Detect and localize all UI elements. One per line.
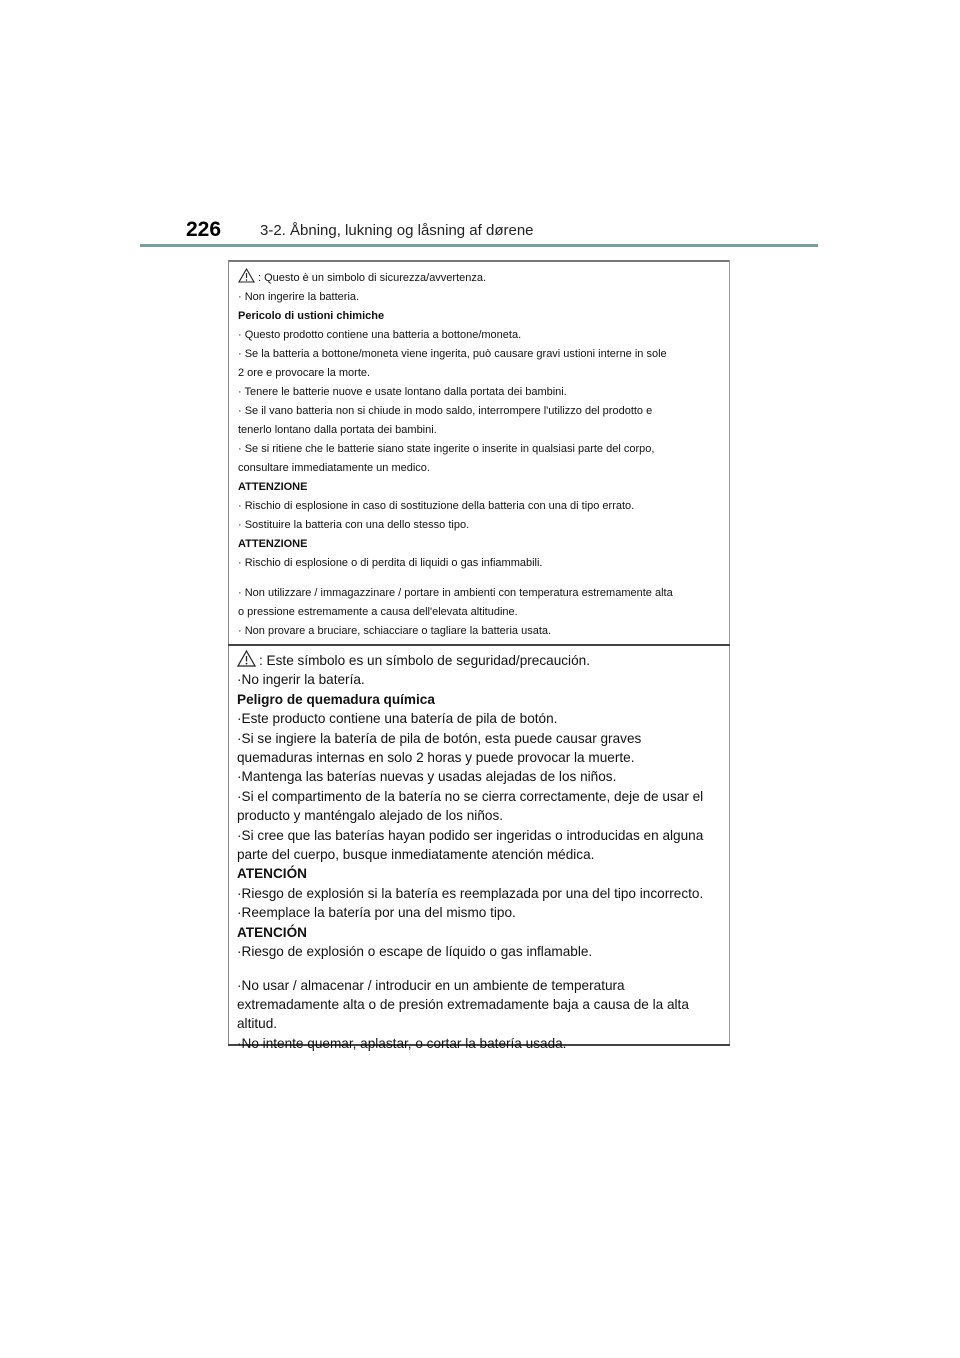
spanish-contains-button-cell: ·Este producto contiene una batería de pila de botón.	[237, 711, 558, 727]
spanish-attention-heading-2: ATENCIÓN	[237, 924, 307, 940]
spanish-suspect-2: parte del cuerpo, busque inmediatamente atención médica.	[237, 847, 595, 863]
spanish-symbol-text: : Este símbolo es un símbolo de seguridad/precaución.	[259, 653, 590, 668]
italian-replace-same: · Sostituire la batteria con una dello stesso tipo.	[238, 519, 470, 531]
italian-explosion-wrong-type: · Rischio di esplosione in caso di sostituzione della batteria con una di tipo errato.	[238, 500, 635, 512]
spanish-if-swallowed-2: quemaduras internas en solo 2 horas y puede provocar la muerte.	[237, 750, 635, 766]
spanish-environment-2: extremadamente alta o de presión extremadamente baja a causa de la alta	[237, 996, 689, 1012]
italian-attention-heading-1: ATTENZIONE	[238, 481, 308, 493]
spanish-compartment-2: producto y manténgalo alejado de los niños.	[237, 808, 504, 824]
spanish-explosion-wrong-type: ·Riesgo de explosión si la batería es reemplazada por una del tipo incorrecto.	[237, 885, 704, 901]
spanish-chemical-burn-heading: Peligro de quemadura química	[237, 691, 435, 707]
spanish-if-swallowed-1: ·Si se ingiere la batería de pila de botón, esta puede causar graves	[237, 730, 642, 746]
warning-triangle-icon	[237, 650, 256, 667]
italian-explosion-leak: · Rischio di esplosione o di perdita di liquidi o gas infiammabili.	[238, 557, 543, 569]
battery-warning-label-scan	[228, 260, 730, 1051]
spanish-environment-3: altitud.	[237, 1016, 278, 1032]
spanish-compartment-1: ·Si el compartimento de la batería no se cierra correctamente, deje de usar el	[237, 788, 704, 804]
label-top-border	[228, 260, 730, 262]
italian-compartment-2: tenerlo lontano dalla portata dei bambini.	[238, 424, 437, 436]
italian-warning-block	[238, 268, 720, 641]
italian-spacer	[238, 573, 720, 584]
italian-keep-away: · Tenere le batterie nuove e usate lontano dalla portata dei bambini.	[238, 386, 567, 398]
spanish-replace-same: ·Reemplace la batería por una del mismo tipo.	[237, 905, 516, 921]
italian-do-not-ingest: · Non ingerire la batteria.	[238, 291, 360, 303]
italian-symbol-line	[238, 268, 720, 288]
spanish-environment-1: ·No usar / almacenar / introducir en un ambiente de temperatura	[237, 977, 625, 993]
spanish-do-not-ingest: ·No ingerir la batería.	[237, 672, 365, 688]
section-title: 3-2. Åbning, lukning og låsning af dørene	[260, 222, 534, 239]
italian-environment-2: o pressione estremamente a causa dell'elevata altitudine.	[238, 606, 518, 618]
spanish-do-not-burn: ·No intente quemar, aplastar, o cortar la batería usada.	[237, 1035, 567, 1051]
italian-compartment-1: · Se il vano batteria non si chiude in modo saldo, interrompere l'utilizzo del prodotto e	[238, 405, 653, 417]
spanish-symbol-line	[237, 650, 721, 670]
italian-environment-1: · Non utilizzare / immagazzinare / portare in ambienti con temperatura estremamente alta	[238, 587, 673, 599]
spanish-suspect-1: ·Si cree que las baterías hayan podido ser ingeridas o introducidas en alguna	[237, 827, 704, 843]
italian-suspect-1: · Se si ritiene che le batterie siano state ingerite o inserite in qualsiasi parte del corpo,	[238, 443, 655, 455]
italian-suspect-2: consultare immediatamente un medico.	[238, 462, 430, 474]
language-divider	[228, 644, 730, 646]
italian-symbol-text: : Questo è un simbolo di sicurezza/avvertenza.	[258, 272, 487, 284]
italian-contains-button-cell: · Questo prodotto contiene una batteria a bottone/moneta.	[238, 329, 522, 341]
italian-if-swallowed-1: · Se la batteria a bottone/moneta viene ingerita, può causare gravi ustioni interne in sole	[238, 348, 667, 360]
italian-attention-heading-2: ATTENZIONE	[238, 538, 308, 550]
spanish-attention-heading-1: ATENCIÓN	[237, 866, 307, 882]
spanish-spacer	[237, 962, 721, 976]
italian-do-not-burn: · Non provare a bruciare, schiacciare o tagliare la batteria usata.	[238, 625, 552, 637]
italian-chemical-burn-heading: Pericolo di ustioni chimiche	[238, 310, 385, 322]
spanish-warning-block	[237, 650, 721, 1053]
label-left-border	[228, 260, 229, 1046]
spanish-explosion-leak: ·Riesgo de explosión o escape de líquido o gas inflamable.	[237, 944, 593, 960]
page-number: 226	[186, 218, 222, 241]
label-right-border	[729, 260, 730, 1046]
italian-if-swallowed-2: 2 ore e provocare la morte.	[238, 367, 371, 379]
header-rule	[140, 244, 818, 247]
warning-triangle-icon	[238, 268, 255, 283]
spanish-keep-away: ·Mantenga las baterías nuevas y usadas alejadas de los niños.	[237, 769, 617, 785]
